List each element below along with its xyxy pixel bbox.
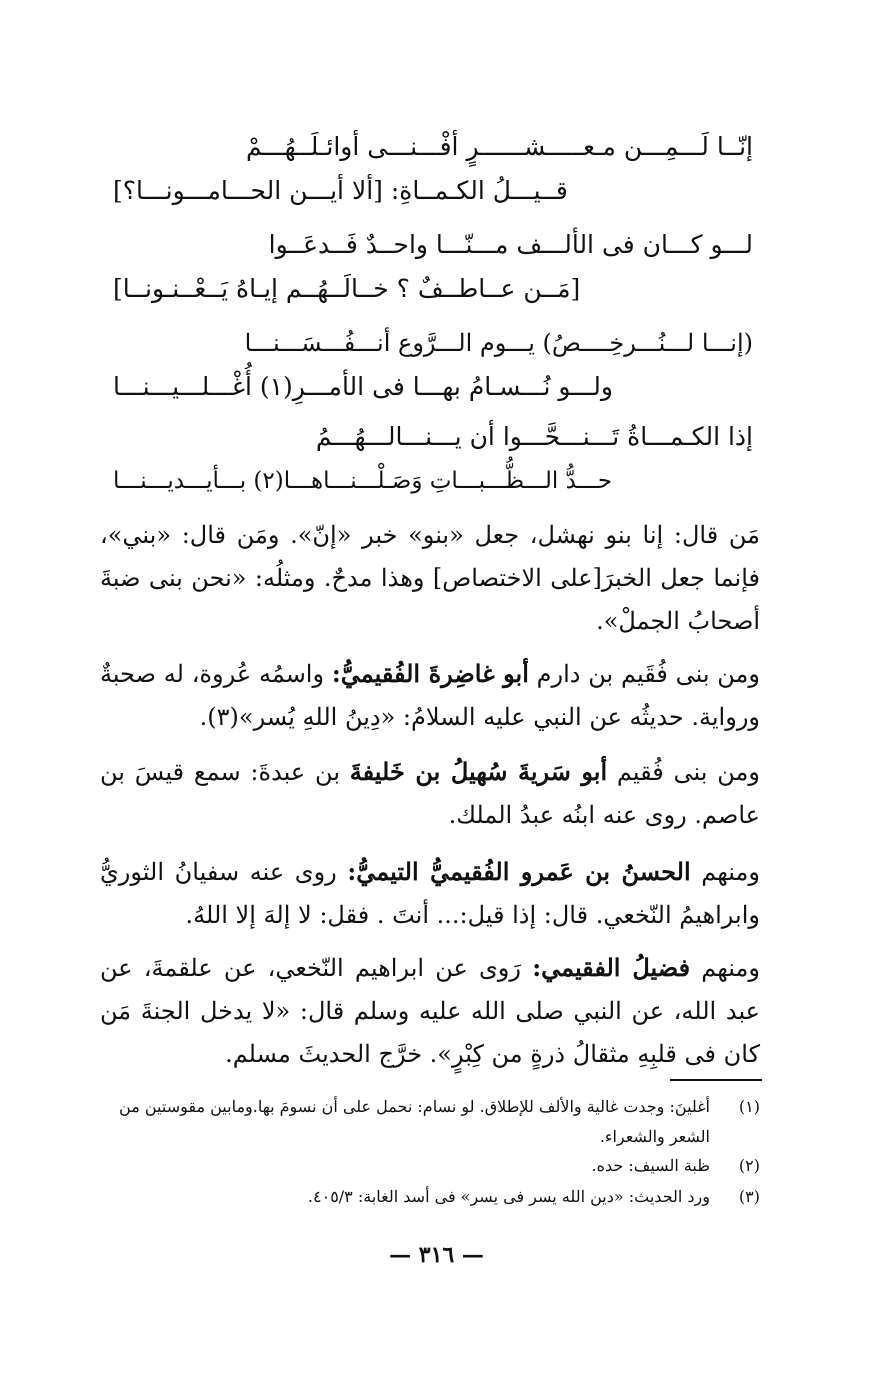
footnote-separator	[670, 1079, 762, 1081]
paragraph-text: رَوى عن ابراهيم النّخعي، عن علقمةَ، عن عبد الله، عن النبي صلى الله عليه وسلم قال: «لا يدخل الجنةَ مَن كان فى قلبِهِ مثقالُ ذرةٍ من كِبْرٍ». خرَّج الحديثَ مسلم.	[100, 954, 760, 1068]
person-name-heading: الحسنُ بن عَمرو الفُقيميُّ التيميُّ:	[347, 857, 691, 886]
footnote-text: أغلينَ: وجدت غالية والألف للإطلاق. لو نسام: نحمل على أن نسومَ بها.ومابين مقوستين من الشعر والشعراء.	[119, 1097, 710, 1146]
verse-second-hemistich: [مَــن عــاطــفٌ ؟ خــالَــهُــم إيـاهُ يَــعْــنـونــا]	[113, 274, 581, 303]
paragraph-text: ومنهم	[690, 954, 760, 982]
paragraph-text: واسمُه عُروة، له صحبةٌ ورواية. حديثُه عن النبي عليه السلامُ: «دِينُ اللهِ يُسر»(٣).	[100, 660, 760, 731]
verse-second-hemistich: حـــدُّ الـــظُّـــبـــاتِ وَصَـلْـــنـــاهـــا(٢) بـــأيـــديـــنـــا	[113, 468, 613, 494]
verse-second-hemistich: ولـــو نُـــسـامُ بهـــا فى الأمـــرِ(١) أُغْـــلـــيـــنـــا	[113, 372, 613, 401]
paragraph-5	[100, 946, 760, 1076]
footnote-text: ورد الحديث: «دين الله يسر فى يسر» فى أسد الغابة: ٤٠٥/٣.	[307, 1187, 710, 1206]
paragraph-text: ومن بنى فُقيم	[607, 758, 760, 786]
footnote-3	[100, 1182, 760, 1212]
footnote-number: (٣)	[738, 1187, 760, 1206]
paragraph-4	[100, 850, 760, 937]
verse-first-hemistich: لـــو كـــان فى الألـــف مـــنّـــا واحــدٌ فَــدعَــوا	[268, 230, 753, 259]
verse-first-hemistich: (إنـــا لـــنُـــرخِــــصُ) يـــوم الـــرَّوع أنـــفُـــسَـــنـــا	[244, 329, 753, 357]
paragraph-2	[100, 652, 760, 739]
footnote-number: (٢)	[738, 1156, 760, 1175]
footnote-2	[100, 1151, 760, 1181]
paragraph-1	[100, 514, 760, 643]
person-name-heading: أبو سَريةَ سُهيلُ بن خَليفةَ	[349, 757, 608, 786]
paragraph-3	[100, 750, 760, 837]
footnote-1	[100, 1092, 760, 1152]
paragraph-text: ومنهم	[690, 858, 760, 886]
paragraph-text: روى عنه سفيانُ الثوريُّ وابراهيمُ النّخعي. قال: إذا قيل:... أنتَ . فقل: لا إلهَ إلا اللهُ.	[100, 858, 760, 929]
paragraph-text: ومن بنى فُقَيم بن دارم	[528, 660, 760, 688]
verse-first-hemistich: إذا الكـمـــاةُ تَـــنـــحَّـــوا أن يـــنـــالـــهُـــمُ	[315, 422, 753, 451]
verse-first-hemistich: إنّــا لَـــمِـــن مـعـــــشــــــرٍ أفْـــنـــى أوائـلَــهُـــمْ	[246, 132, 753, 161]
person-name-heading: أبو غاضِرةَ الفُقيميُّ:	[331, 659, 529, 688]
footnote-number: (١)	[738, 1097, 760, 1116]
verse-second-hemistich: قــيـــلُ الكـمــاةِ: [ألا أيـــن الحـــامـــونـــا؟]	[113, 176, 568, 205]
paragraph-text: بن عبدةَ: سمع قيسَ بن عاصم. روى عنه ابنُه عبدُ الملك.	[100, 758, 760, 829]
paragraph-text: مَن قال: إنا بنو نهشل، جعل «بنو» خبر «إنّ». ومَن قال: «بني»، فإنما جعل الخبرَ[على الاختصاص] وهذا مدحٌ. ومثلُه: «نحن بنى ضبةَ أصحابُ الجملْ».	[100, 521, 760, 635]
page-number: — ٣١٦ —	[389, 1242, 484, 1268]
person-name-heading: فضيلُ الفقيمي:	[532, 953, 691, 982]
footnote-text: ظبة السيف: حده.	[591, 1156, 710, 1175]
